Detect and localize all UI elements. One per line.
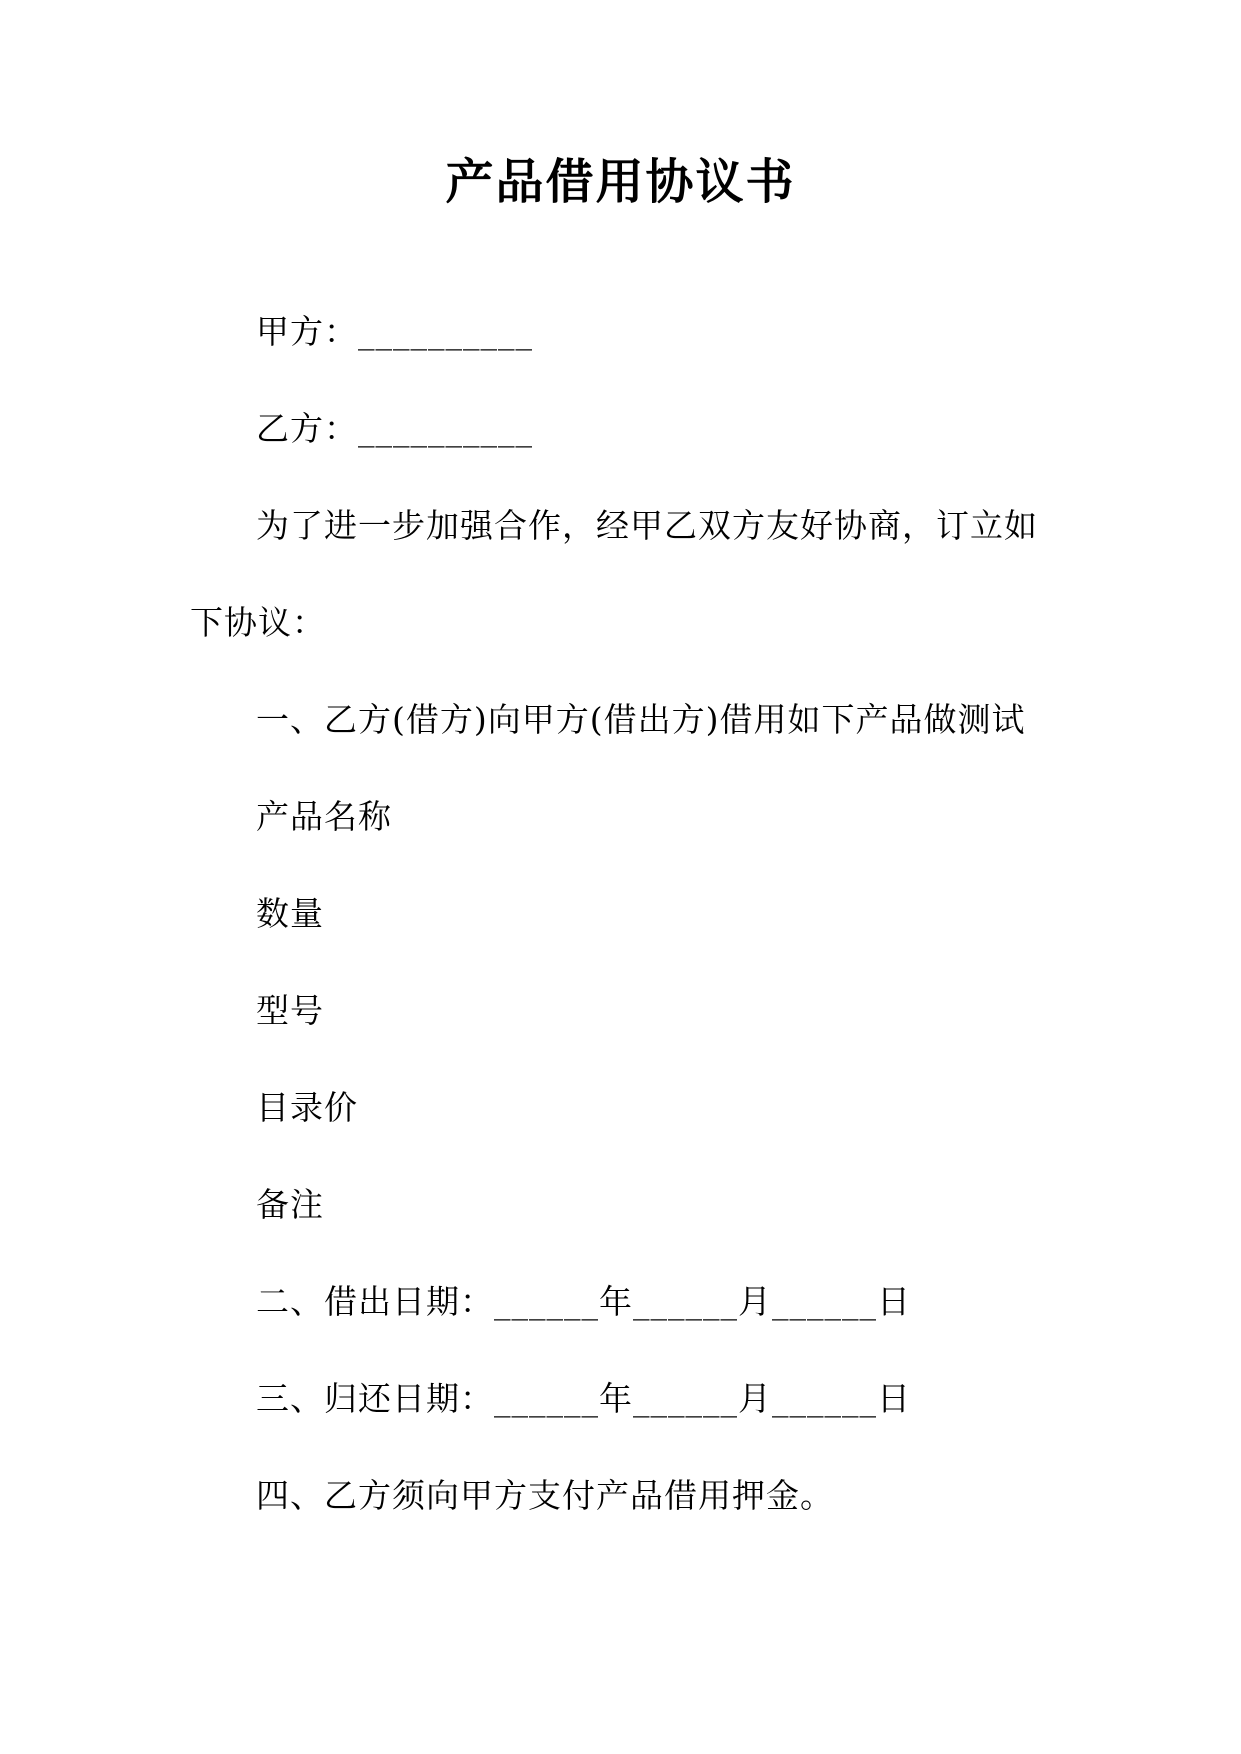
field-quantity: 数量 (256, 894, 324, 933)
party-b-line: 乙方：__________ (256, 409, 533, 448)
field-list-price: 目录价 (256, 1088, 358, 1127)
document-title: 产品借用协议书 (445, 154, 796, 210)
clause-1: 一、乙方(借方)向甲方(借出方)借用如下产品做测试 (256, 700, 1026, 739)
intro-paragraph-line1: 为了进一步加强合作，经甲乙双方友好协商，订立如 (256, 506, 1038, 545)
field-model: 型号 (256, 991, 324, 1030)
clause-4-deposit: 四、乙方须向甲方支付产品借用押金。 (256, 1476, 834, 1515)
field-product-name: 产品名称 (256, 797, 392, 836)
intro-paragraph-line2: 下协议： (190, 603, 326, 642)
field-remarks: 备注 (256, 1185, 324, 1224)
party-a-line: 甲方：__________ (256, 312, 533, 351)
clause-3-return-date: 三、归还日期：______年______月______日 (256, 1379, 911, 1418)
clause-2-lend-date: 二、借出日期：______年______月______日 (256, 1282, 911, 1321)
